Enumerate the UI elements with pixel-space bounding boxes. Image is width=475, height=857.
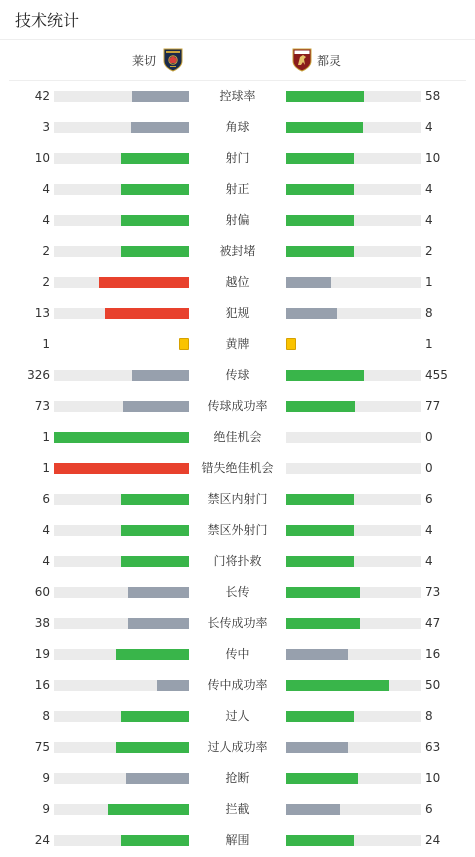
away-stat-bar-fill xyxy=(286,649,348,660)
stat-row xyxy=(0,329,475,360)
away-stat-bar-fill xyxy=(286,587,360,598)
away-stat-bar-fill xyxy=(286,680,389,691)
home-stat-value: 4 xyxy=(42,523,50,537)
away-stat-bar-fill xyxy=(286,773,358,784)
away-stat-value: 63 xyxy=(425,740,441,754)
stat-row xyxy=(0,608,475,639)
stat-label: 犯规 xyxy=(225,306,250,320)
stat-label: 抢断 xyxy=(225,771,250,785)
stat-row xyxy=(0,546,475,577)
home-stat-bar-fill xyxy=(126,773,189,784)
away-stat-value: 4 xyxy=(425,554,433,568)
home-stat-bar xyxy=(54,804,189,815)
stat-label: 过人成功率 xyxy=(207,740,268,754)
home-stat-bar xyxy=(54,711,189,722)
stat-row xyxy=(0,422,475,453)
stat-row xyxy=(0,763,475,794)
home-stat-bar xyxy=(54,91,189,102)
home-stat-value: 73 xyxy=(34,399,50,413)
away-stat-value: 6 xyxy=(425,492,433,506)
home-stat-bar-fill xyxy=(132,91,189,102)
away-stat-bar-fill xyxy=(286,215,354,226)
stat-label: 射正 xyxy=(225,182,250,196)
stat-row xyxy=(0,670,475,701)
stat-row xyxy=(0,174,475,205)
home-stat-bar-fill xyxy=(108,804,189,815)
away-stat-value: 6 xyxy=(425,802,433,816)
stat-label: 角球 xyxy=(225,120,250,134)
home-stat-bar-fill xyxy=(131,122,189,133)
stat-label: 黄牌 xyxy=(225,337,250,351)
home-stat-bar-fill xyxy=(121,215,189,226)
away-stat-bar xyxy=(286,370,421,381)
away-team-name: 都灵 xyxy=(317,53,342,68)
home-stat-bar-fill xyxy=(123,401,189,412)
home-stat-bar xyxy=(54,680,189,691)
stats-list xyxy=(0,81,475,856)
away-team[interactable] xyxy=(292,40,341,80)
stat-label: 解围 xyxy=(225,833,250,847)
away-stat-bar-fill xyxy=(286,153,354,164)
home-stat-bar xyxy=(54,556,189,567)
away-stat-bar-fill xyxy=(286,184,354,195)
home-stat-value: 75 xyxy=(34,740,50,754)
home-stat-value: 9 xyxy=(42,802,50,816)
stat-row xyxy=(0,81,475,112)
stat-label: 拦截 xyxy=(225,802,250,816)
stat-row xyxy=(0,236,475,267)
stat-label: 禁区内射门 xyxy=(207,492,268,506)
stat-row xyxy=(0,515,475,546)
away-stat-bar-fill xyxy=(286,711,354,722)
home-stat-bar-fill xyxy=(121,246,189,257)
home-stat-value: 38 xyxy=(34,616,50,630)
stat-label: 过人 xyxy=(225,709,250,723)
home-stat-bar xyxy=(54,370,189,381)
away-stat-value: 4 xyxy=(425,182,433,196)
away-stat-bar xyxy=(286,122,421,133)
away-stat-value: 10 xyxy=(425,771,441,785)
home-stat-value: 8 xyxy=(42,709,50,723)
away-stat-bar xyxy=(286,432,421,443)
stat-label: 门将扑救 xyxy=(213,554,262,568)
home-stat-bar-fill xyxy=(121,525,189,536)
header xyxy=(0,0,475,40)
home-stat-bar xyxy=(54,153,189,164)
home-stat-value: 1 xyxy=(42,337,50,351)
away-stat-bar-fill xyxy=(286,618,360,629)
away-stat-value: 4 xyxy=(425,523,433,537)
stat-row xyxy=(0,825,475,856)
home-stat-bar-fill xyxy=(128,618,189,629)
home-stat-bar-fill xyxy=(121,494,189,505)
stat-row xyxy=(0,484,475,515)
away-stat-bar xyxy=(286,587,421,598)
away-stat-bar-fill xyxy=(286,122,363,133)
stat-row xyxy=(0,453,475,484)
stat-row xyxy=(0,360,475,391)
home-stat-bar-fill xyxy=(54,463,189,474)
home-stat-bar xyxy=(54,494,189,505)
home-stat-bar xyxy=(54,277,189,288)
home-stat-bar xyxy=(54,401,189,412)
home-stat-value: 4 xyxy=(42,213,50,227)
stat-label: 传球成功率 xyxy=(207,399,268,413)
away-stat-value: 0 xyxy=(425,430,433,444)
home-stat-bar xyxy=(54,122,189,133)
away-stat-bar xyxy=(286,804,421,815)
stat-row xyxy=(0,391,475,422)
away-stat-value: 24 xyxy=(425,833,441,847)
stat-row xyxy=(0,205,475,236)
away-stat-bar xyxy=(286,91,421,102)
home-stat-value: 6 xyxy=(42,492,50,506)
home-stat-value: 60 xyxy=(34,585,50,599)
home-stat-bar-fill xyxy=(128,587,189,598)
home-stat-value: 2 xyxy=(42,244,50,258)
away-yellow-card-icon xyxy=(286,338,296,350)
page-title: 技术统计 xyxy=(15,11,80,30)
stat-row xyxy=(0,143,475,174)
stat-label: 控球率 xyxy=(219,89,256,103)
home-stat-bar xyxy=(54,525,189,536)
away-stat-bar xyxy=(286,401,421,412)
home-stat-bar xyxy=(54,463,189,474)
stat-row xyxy=(0,577,475,608)
home-stat-bar-fill xyxy=(99,277,189,288)
home-stat-value: 2 xyxy=(42,275,50,289)
away-stat-bar xyxy=(286,680,421,691)
away-stat-bar-fill xyxy=(286,835,354,846)
away-stat-value: 8 xyxy=(425,709,433,723)
away-stat-bar xyxy=(286,773,421,784)
away-stat-bar xyxy=(286,649,421,660)
away-stat-bar xyxy=(286,277,421,288)
away-stat-bar xyxy=(286,711,421,722)
home-stat-bar-fill xyxy=(116,649,189,660)
home-stat-value: 10 xyxy=(34,151,50,165)
stat-label: 射偏 xyxy=(225,213,250,227)
stat-row xyxy=(0,639,475,670)
home-stat-value: 326 xyxy=(27,368,50,382)
away-stat-bar xyxy=(286,246,421,257)
away-stat-value: 16 xyxy=(425,647,441,661)
away-stat-bar xyxy=(286,494,421,505)
away-stat-value: 1 xyxy=(425,275,433,289)
away-stat-value: 455 xyxy=(425,368,448,382)
home-stat-bar xyxy=(54,184,189,195)
stat-label: 长传成功率 xyxy=(207,616,268,630)
stat-label: 长传 xyxy=(225,585,250,599)
away-stat-bar xyxy=(286,618,421,629)
stat-label: 传中 xyxy=(225,647,250,661)
home-stat-bar-fill xyxy=(121,835,189,846)
away-stat-bar-fill xyxy=(286,308,337,319)
away-stat-bar xyxy=(286,742,421,753)
home-stat-value: 24 xyxy=(34,833,50,847)
stat-label: 射门 xyxy=(225,151,250,165)
stat-row xyxy=(0,794,475,825)
home-stat-bar xyxy=(54,649,189,660)
away-stat-bar-fill xyxy=(286,742,348,753)
home-stat-bar xyxy=(54,835,189,846)
home-stat-bar-fill xyxy=(121,184,189,195)
stat-label: 传球 xyxy=(225,368,250,382)
home-stat-bar-fill xyxy=(54,432,189,443)
away-stat-bar-fill xyxy=(286,370,364,381)
home-stat-bar xyxy=(54,742,189,753)
home-stat-value: 13 xyxy=(34,306,50,320)
torino-crest-icon xyxy=(292,48,312,72)
away-stat-bar xyxy=(286,215,421,226)
stat-label: 被封堵 xyxy=(219,244,256,258)
away-stat-value: 73 xyxy=(425,585,441,599)
home-stat-value: 19 xyxy=(34,647,50,661)
home-stat-value: 4 xyxy=(42,182,50,196)
home-stat-value: 16 xyxy=(34,678,50,692)
home-stat-bar-fill xyxy=(105,308,189,319)
away-stat-bar xyxy=(286,308,421,319)
away-stat-bar-fill xyxy=(286,246,354,257)
away-stat-bar-fill xyxy=(286,401,355,412)
home-stat-bar-fill xyxy=(157,680,189,691)
away-stat-value: 77 xyxy=(425,399,441,413)
away-stat-bar xyxy=(286,184,421,195)
home-stat-value: 9 xyxy=(42,771,50,785)
away-stat-bar-fill xyxy=(286,91,364,102)
away-stat-bar-fill xyxy=(286,277,331,288)
home-stat-bar-fill xyxy=(132,370,189,381)
away-stat-value: 47 xyxy=(425,616,441,630)
home-stat-bar xyxy=(54,215,189,226)
away-stat-value: 8 xyxy=(425,306,433,320)
away-stat-value: 50 xyxy=(425,678,441,692)
away-stat-bar xyxy=(286,835,421,846)
stat-row xyxy=(0,732,475,763)
stat-label: 传中成功率 xyxy=(207,678,268,692)
away-stat-value: 0 xyxy=(425,461,433,475)
away-stat-value: 58 xyxy=(425,89,441,103)
stat-row xyxy=(0,298,475,329)
stat-label: 绝佳机会 xyxy=(213,430,262,444)
stat-row xyxy=(0,267,475,298)
home-stat-bar-fill xyxy=(121,556,189,567)
away-stat-value: 4 xyxy=(425,120,433,134)
home-stat-bar xyxy=(54,246,189,257)
away-stat-bar-fill xyxy=(286,804,340,815)
teams-row xyxy=(9,40,466,81)
away-stat-value: 1 xyxy=(425,337,433,351)
away-stat-bar xyxy=(286,556,421,567)
away-stat-bar xyxy=(286,153,421,164)
home-stat-value: 1 xyxy=(42,430,50,444)
home-stat-bar xyxy=(54,618,189,629)
stat-row xyxy=(0,701,475,732)
stat-row xyxy=(0,112,475,143)
away-stat-value: 10 xyxy=(425,151,441,165)
home-stat-value: 3 xyxy=(42,120,50,134)
stat-label: 错失绝佳机会 xyxy=(201,461,274,475)
home-stat-bar-fill xyxy=(116,742,189,753)
away-stat-value: 2 xyxy=(425,244,433,258)
home-stat-bar xyxy=(54,432,189,443)
away-stat-bar xyxy=(286,525,421,536)
lecce-crest-icon xyxy=(163,48,183,72)
home-team[interactable] xyxy=(132,40,183,80)
away-stat-bar-fill xyxy=(286,525,354,536)
home-stat-value: 1 xyxy=(42,461,50,475)
stat-label: 禁区外射门 xyxy=(207,523,268,537)
away-stat-bar-fill xyxy=(286,556,354,567)
home-stat-bar-fill xyxy=(121,153,189,164)
away-stat-value: 4 xyxy=(425,213,433,227)
home-stat-bar-fill xyxy=(121,711,189,722)
home-stat-bar xyxy=(54,308,189,319)
away-stat-bar xyxy=(286,463,421,474)
home-stat-value: 42 xyxy=(34,89,50,103)
home-stat-bar xyxy=(54,587,189,598)
home-team-name: 莱切 xyxy=(131,53,156,68)
stat-label: 越位 xyxy=(225,275,250,289)
home-stat-value: 4 xyxy=(42,554,50,568)
away-stat-bar-fill xyxy=(286,494,354,505)
home-yellow-card-icon xyxy=(179,338,189,350)
home-stat-bar xyxy=(54,773,189,784)
